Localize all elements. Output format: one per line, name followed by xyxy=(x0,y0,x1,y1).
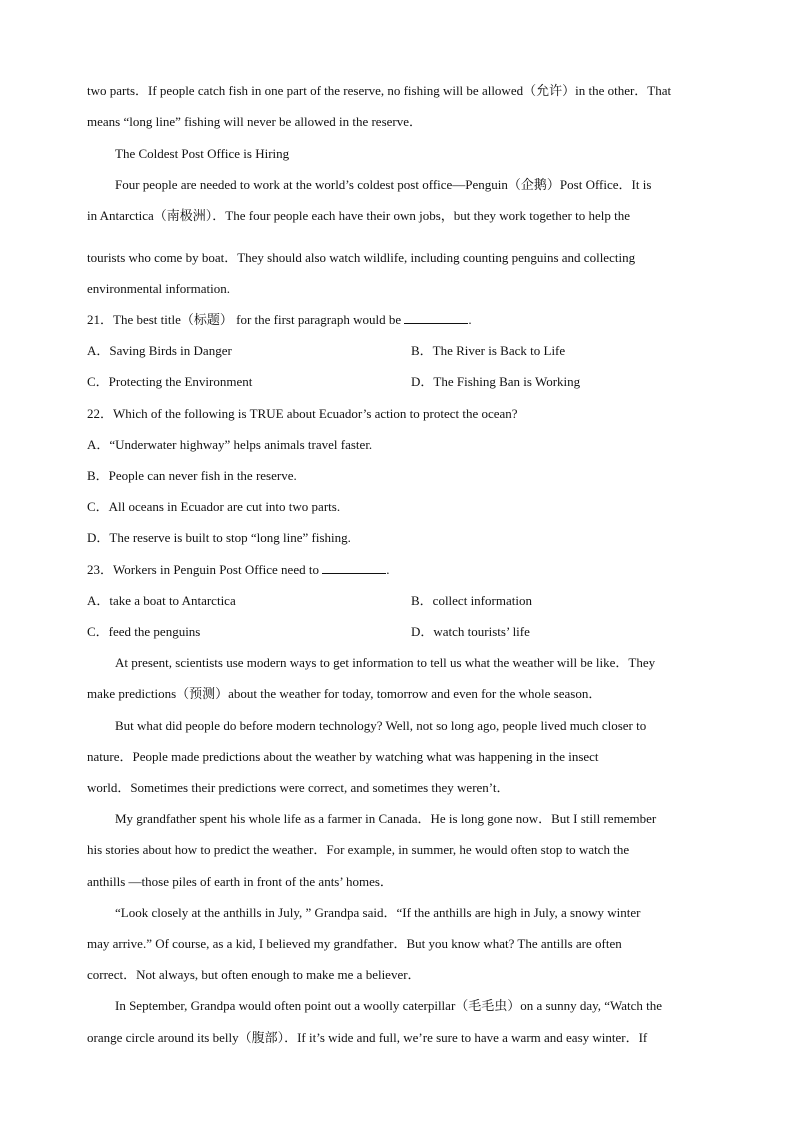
q22-option-c[interactable]: C．All oceans in Ecuador are cut into two parts. xyxy=(87,499,341,514)
passage-d-p5-line-1: In September, Grandpa would often point out a woolly caterpillar（毛毛虫）on a sunny day, “Watch the xyxy=(115,998,663,1013)
question-21-stem xyxy=(87,311,712,329)
question-21-end: . xyxy=(468,312,472,327)
passage-c-line-2: in Antarctica（南极洲）．The four people each have their own jobs，but they work together to help the xyxy=(87,208,630,223)
passage-c-line-1: Four people are needed to work at the world’s coldest post office—Penguin（企鹅）Post Office．It is xyxy=(115,177,652,192)
passage-b-line-2: means “long line” fishing will never be allowed in the reserve． xyxy=(87,114,423,129)
passage-b-line-1: two parts．If people catch fish in one part of the reserve, no fishing will be allowed（允许）in the other．That xyxy=(87,83,672,98)
passage-d-p1-line-1: At present, scientists use modern ways to get information to tell us what the weather will be like．They xyxy=(115,655,656,670)
q21-option-a[interactable]: A．Saving Birds in Danger xyxy=(87,343,232,358)
passage-d-p2-line-1: But what did people do before modern technology? Well, not so long ago, people lived much closer to xyxy=(115,718,647,733)
q23-option-c[interactable]: C．feed the penguins xyxy=(87,624,201,639)
passage-d-p2-line-3: world．Sometimes their predictions were correct, and sometimes they weren’t． xyxy=(87,780,510,795)
passage-c-line-4: environmental information. xyxy=(87,281,230,296)
q23-option-d[interactable]: D．watch tourists’ life xyxy=(411,624,530,639)
passage-d-p4-line-1: “Look closely at the anthills in July, ” Grandpa said．“If the anthills are high in July, a snowy winter xyxy=(115,905,641,920)
answer-blank-23[interactable] xyxy=(322,561,386,574)
question-21-text: 21．The best title（标题） for the first paragraph would be xyxy=(87,312,405,327)
passage-d-p2-line-2: nature．People made predictions about the weather by watching what was happening in the insect xyxy=(87,749,599,764)
passage-d-p3-line-1: My grandfather spent his whole life as a farmer in Canada．He is long gone now．But I still remember xyxy=(115,811,657,826)
passage-c-line-3: tourists who come by boat．They should also watch wildlife, including counting penguins and collecting xyxy=(87,250,636,265)
passage-d-p1-line-2: make predictions（预测）about the weather for today, tomorrow and even for the whole season． xyxy=(87,686,602,701)
q22-option-b[interactable]: B．People can never fish in the reserve. xyxy=(87,468,297,483)
q22-option-d[interactable]: D．The reserve is built to stop “long line” fishing. xyxy=(87,530,351,545)
passage-d-p3-line-2: his stories about how to predict the weather．For example, in summer, he would often stop to watch the xyxy=(87,842,630,857)
q23-option-a[interactable]: A．take a boat to Antarctica xyxy=(87,593,236,608)
passage-c-title: The Coldest Post Office is Hiring xyxy=(115,146,290,161)
q23-option-b[interactable]: B．collect information xyxy=(411,593,532,608)
question-23-end: . xyxy=(386,562,390,577)
q21-option-b[interactable]: B．The River is Back to Life xyxy=(411,343,566,358)
question-23-text: 23．Workers in Penguin Post Office need to xyxy=(87,562,323,577)
passage-d-p4-line-2: may arrive.” Of course, as a kid, I believed my grandfather．But you know what? The antills are often xyxy=(87,936,622,951)
passage-d-p3-line-3: anthills —those piles of earth in front of the ants’ homes． xyxy=(87,874,393,889)
question-23-stem xyxy=(87,561,712,579)
q22-option-a[interactable]: A．“Underwater highway” helps animals travel faster. xyxy=(87,437,373,452)
passage-d-p5-line-2: orange circle around its belly（腹部）．If it’s wide and full, we’re sure to have a warm and easy winter．If xyxy=(87,1030,648,1045)
answer-blank-21[interactable] xyxy=(404,311,468,324)
q21-option-d[interactable]: D．The Fishing Ban is Working xyxy=(411,374,581,389)
question-22-stem: 22．Which of the following is TRUE about Ecuador’s action to protect the ocean? xyxy=(87,406,518,421)
q21-option-c[interactable]: C．Protecting the Environment xyxy=(87,374,253,389)
passage-d-p4-line-3: correct．Not always, but often enough to make me a believer． xyxy=(87,967,421,982)
